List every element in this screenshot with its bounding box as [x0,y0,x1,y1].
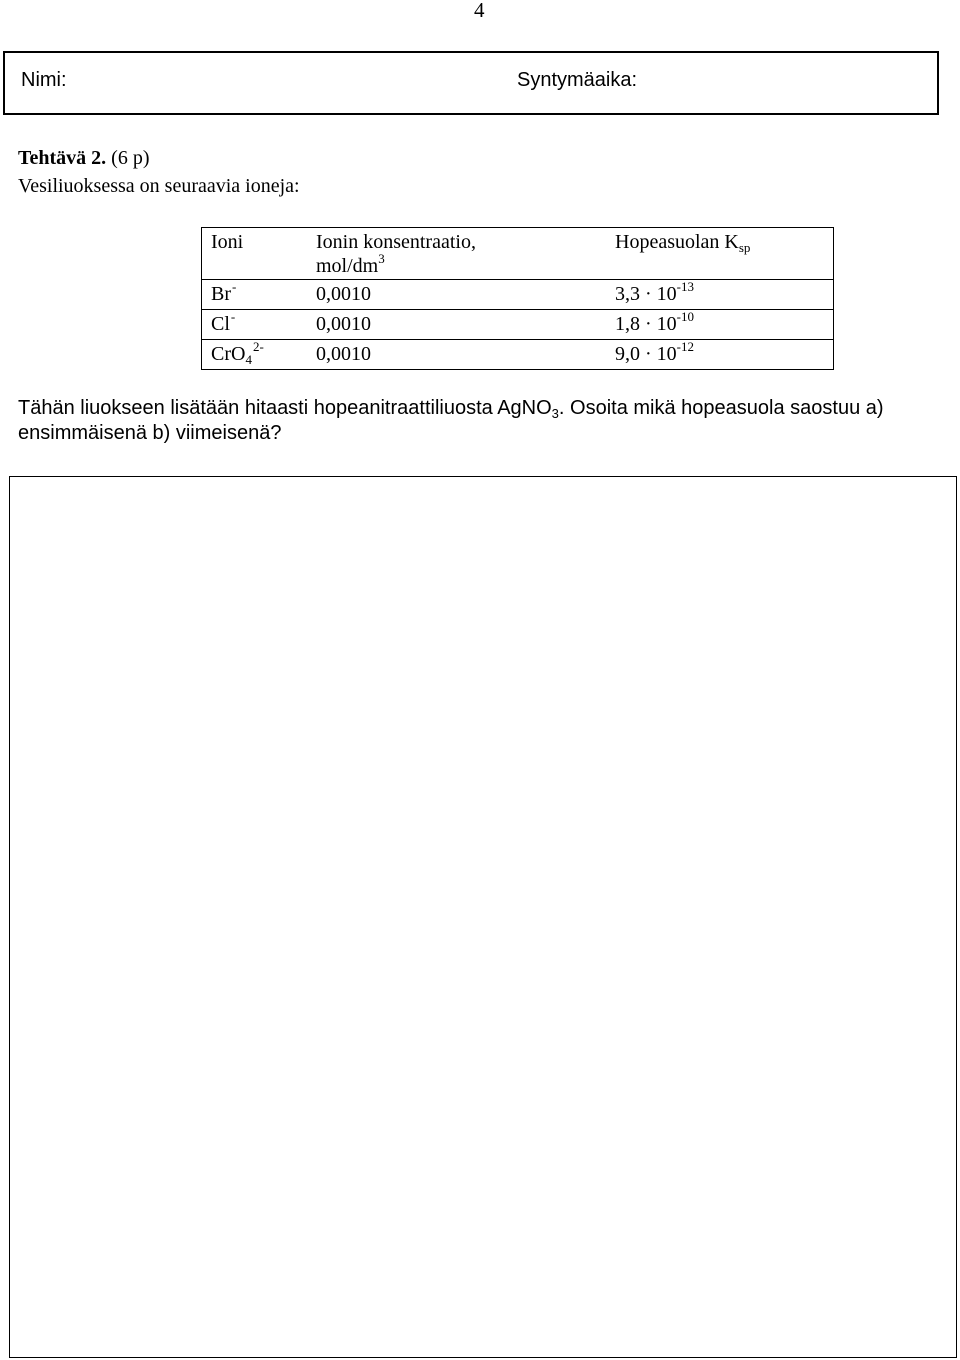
concentration-cell: 0,0010 [307,280,606,310]
ksp-cell [606,310,834,340]
ksp-mantissa: 3,3 · 10 [615,283,677,305]
question-subscript: 3 [551,406,559,421]
answer-box[interactable] [9,476,957,1358]
table-row [202,310,834,340]
ion-charge: - [232,279,237,294]
table-header-row [202,228,834,280]
header-ion: Ioni [202,228,308,280]
ksp-exponent: -13 [676,279,695,294]
ion-cell [202,310,308,340]
ion-symbol: Br [211,283,231,305]
ksp-subscript: sp [738,240,751,255]
task-points: (6 p) [111,147,150,169]
header-concentration-unit: mol/dm [316,255,379,277]
question-text [18,396,948,446]
header-concentration-label: Ionin konsentraatio, [316,231,476,253]
header-concentration [307,228,606,280]
student-info-box [3,51,939,115]
concentration-cell: 0,0010 [316,343,371,365]
ion-table [201,227,834,370]
table-row [202,280,834,310]
ion-subscript: 4 [245,352,252,367]
ion-charge: 2- [252,339,264,354]
question-part1: Tähän liuokseen lisätään hitaasti hopeanitraattiliuosta AgNO [18,397,552,419]
ion-cell [202,340,308,370]
task-title [18,147,150,170]
birth-date-label: Syntymäaika: [517,69,638,91]
ksp-cell [606,280,834,310]
task-intro: Vesiliuoksessa on seuraavia ioneja: [18,175,300,197]
ksp-exponent: -10 [676,309,695,324]
ksp-exponent: -12 [676,339,695,354]
unit-exponent: 3 [378,251,385,266]
ion-cell [202,280,308,310]
concentration-cell: 0,0010 [307,310,606,340]
ion-symbol: CrO [211,343,246,365]
ksp-mantissa: 1,8 · 10 [615,313,677,335]
header-ksp-label: Hopeasuolan K [615,231,739,253]
name-label: Nimi: [21,69,67,91]
table-row [202,340,834,370]
ion-charge: - [230,309,236,324]
header-ksp [606,228,834,280]
page-number: 4 [474,0,485,22]
ksp-cell [606,340,834,370]
task-number: Tehtävä 2. [18,147,107,169]
ion-symbol: Cl [211,313,230,335]
question-part2: . Osoita mikä hopeasuola saostuu a) ensimmäisenä b) viimeisenä? [18,397,884,444]
ksp-mantissa: 9,0 · 10 [615,343,677,365]
